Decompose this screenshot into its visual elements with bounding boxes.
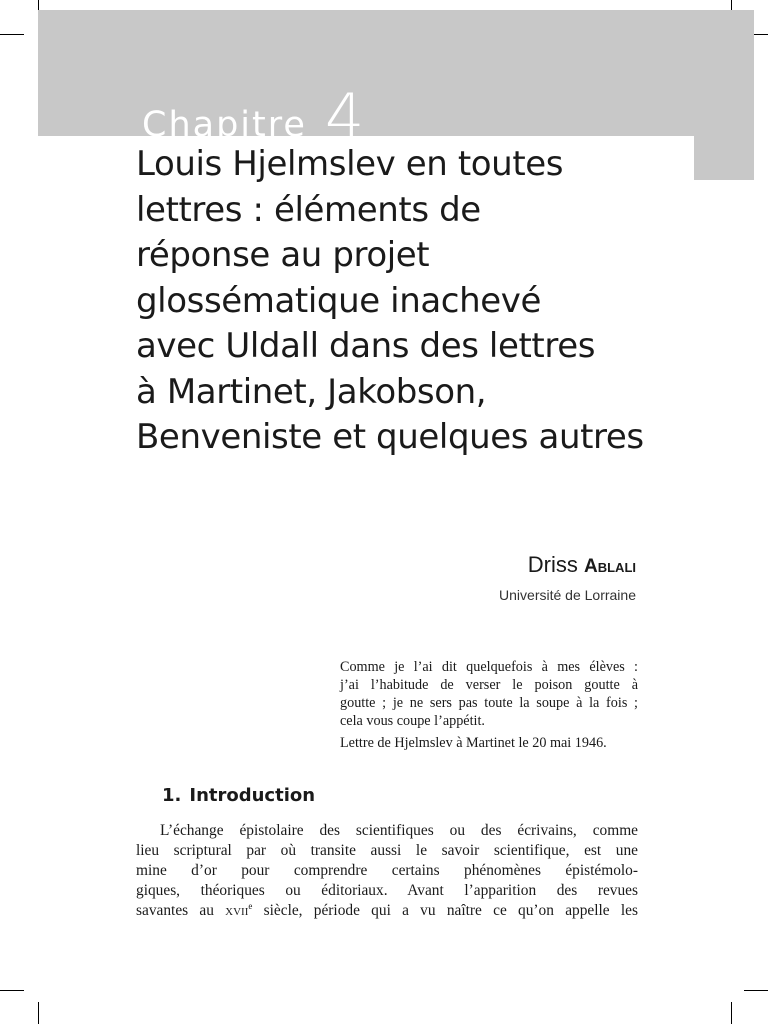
century-superscript: e [248, 900, 253, 911]
section-number: 1. [162, 785, 182, 806]
body-line [136, 901, 638, 921]
body-paragraph [136, 821, 638, 921]
title-line: Benveniste et quelques autres [136, 417, 644, 457]
title-line: Louis Hjelmslev en toutes [136, 144, 564, 184]
body-text-fragment: savantes au [136, 902, 226, 919]
epigraph-source: Lettre de Hjelmslev à Martinet le 20 mai 1946. [340, 735, 607, 751]
author-first-name: Driss [527, 552, 578, 577]
body-text-fragment: siècle, période qui a vu naître ce qu’on appelle les [252, 902, 638, 919]
century-numeral: xvii [225, 902, 249, 919]
epigraph [340, 658, 638, 752]
body-line: giques, théoriques ou éditoriaux. Avant l’apparition des revues [136, 882, 638, 899]
crop-mark [38, 1002, 39, 1024]
crop-mark [731, 1002, 732, 1024]
chapter-number: 4 [324, 80, 365, 153]
epigraph-line: Comme je l’ai dit quelquefois à mes élèves : [340, 659, 638, 675]
title-line: réponse au projet [136, 235, 430, 275]
crop-mark [0, 990, 24, 991]
body-line: lieu scriptural par où transite aussi le savoir scientifique, est une [136, 842, 638, 859]
title-line: lettres : éléments de [136, 189, 481, 230]
title-line: avec Uldall dans des lettres [136, 326, 596, 366]
chapter-word: Chapitre [142, 105, 307, 145]
author-last-name: Ablali [584, 556, 636, 577]
author-affiliation: Université de Lorraine [499, 587, 636, 603]
section-heading [162, 785, 315, 806]
body-line: mine d’or pour comprendre certains phénomènes épistémolo- [136, 862, 638, 879]
author-name [528, 552, 636, 578]
title-line: glossématique inachevé [136, 280, 541, 321]
epigraph-line: cela vous coupe l’appétit. [340, 713, 485, 729]
epigraph-line: j’ai l’habitude de verser le poison goutte à [340, 677, 638, 693]
crop-mark [0, 34, 24, 35]
chapter-thumb-tab [694, 136, 754, 180]
epigraph-quote [340, 658, 638, 730]
section-title-text: Introduction [189, 785, 316, 806]
body-line: L’échange épistolaire des scientifiques ou des écrivains, comme [160, 822, 638, 839]
chapter-label [142, 78, 365, 153]
title-line: à Martinet, Jakobson, [136, 371, 487, 412]
crop-mark [744, 990, 768, 991]
epigraph-line: goutte ; je ne sers pas toute la soupe à la fois ; [340, 695, 638, 711]
chapter-title [136, 142, 696, 461]
